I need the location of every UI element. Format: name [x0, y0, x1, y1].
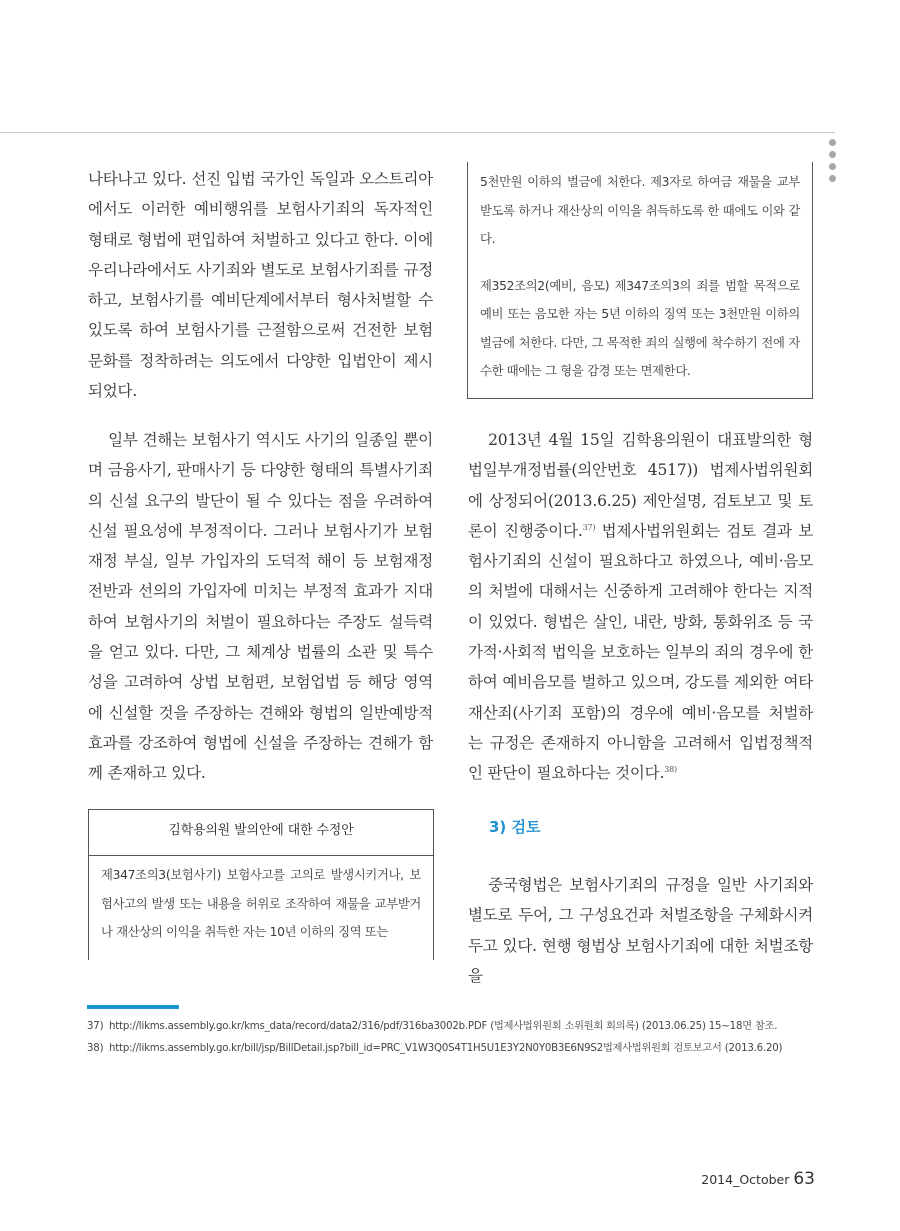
amendment-box-text: 제347조의3(보험사기) 보험사고를 고의로 발생시키거나, 보험사고의 발생 또는 내용을 허위로 조작하여 재물을 교부받거나 재산상의 이익을 취득한 자는 10년 이하의 징역 또는	[101, 868, 421, 939]
left-column-lower	[88, 425, 433, 789]
footnotes	[87, 1018, 822, 1062]
left-column	[88, 164, 433, 406]
paragraph: 2013년 4월 15일 김학용의원이 대표발의한 형법일부개정법률(의안번호 4517)) 법제사법위원회에 상정되어(2013.6.25) 제안설명, 검토보고 및 토론이 진행중이다.$^{37)}$ 법제사법위원회는 검토 결과 보험사기죄의 신설이 필요하다고 하였으나, 예비·음모의 처벌에 대해서는 신중하게 고려해야 한다는 지적이 있었다. 형법은 살인, 내란, 방화, 통화위조 등 국가적·사회적 법익을 보호하는 일부의 죄의 경우에 한하여 예비음모를 벌하고 있으며, 강도를 제외한 여타 재산죄(사기죄 포함)의 경우에 예비·음모를 처벌하는 규정은 존재하지 아니함을 고려해서 입법정책적인 판단이 필요하다는 것이다.$^{38)}$	[468, 431, 813, 783]
footnote-text[interactable]: http://likms.assembly.go.kr/bill/jsp/BillDetail.jsp?bill_id=PRC_V1W3Q0S4T1H5U1E3Y2N0Y0B3E6N9S2법제사법위원회 검토보고서 (2013.6.20)	[109, 1043, 783, 1054]
amendment-box-continued	[467, 162, 813, 399]
section-heading: 3) 검토	[489, 818, 541, 836]
footnote-text[interactable]: http://likms.assembly.go.kr/kms_data/record/data2/316/pdf/316ba3002b.PDF (법제사법위원회 소위원회 회의록) (2013.06.25) 15~18면 참조.	[109, 1021, 778, 1032]
amendment-box	[88, 809, 434, 960]
footnote-number: 38)	[87, 1043, 104, 1054]
right-column-lower	[468, 870, 813, 991]
right-column	[468, 425, 813, 789]
issue-label: 2014_October	[701, 1172, 790, 1187]
paragraph: 중국형법은 보험사기죄의 규정을 일반 사기죄와 별도로 두어, 그 구성요건과 처벌조항을 구체화시켜 두고 있다. 현행 형법상 보험사기죄에 대한 처벌조항을	[468, 876, 813, 985]
paragraph: 일부 견해는 보험사기 역시도 사기의 일종일 뿐이며 금융사기, 판매사기 등 다양한 형태의 특별사기죄의 신설 요구의 발단이 될 수 있다는 점을 우려하여 신설 필요성에 부정적이다. 그러나 보험사기가 보험재정 부실, 일부 가입자의 도덕적 해이 등 보험재정 전반과 선의의 가입자에 미치는 부정적 효과가 지대하여 보험사기의 처벌이 필요하다는 주장도 설득력을 얻고 있다. 다만, 그 체계상 법률의 소관 및 특수성을 고려하여 상법 보험편, 보험업법 등 해당 영역에 신설할 것을 주장하는 견해와 형법의 일반예방적 효과를 강조하여 형법에 신설을 주장하는 견해가 함께 존재하고 있다.	[88, 431, 433, 783]
amendment-box-text: 5천만원 이하의 벌금에 처한다. 제3자로 하여금 재물을 교부받도록 하거나 재산상의 이익을 취득하도록 한 때에도 이와 같다.	[480, 175, 800, 246]
footnote-ref[interactable]: 38)	[664, 765, 677, 775]
paragraph: 나타나고 있다. 선진 입법 국가인 독일과 오스트리아에서도 이러한 예비행위를 보험사기죄의 독자적인 형태로 형법에 편입하여 처벌하고 있다고 한다. 이에 우리나라에서도 사기죄와 별도로 보험사기죄를 규정하고, 보험사기를 예비단계에서부터 형사처벌할 수 있도록 하여 보험사기를 근절함으로써 건전한 보험문화를 정착하려는 의도에서 다양한 입법안이 제시되었다.	[88, 170, 433, 401]
amendment-box-title: 김학용의원 발의안에 대한 수정안	[168, 823, 354, 838]
amendment-box-text: 제352조의2(예비, 음모) 제347조의3의 죄를 범할 목적으로 예비 또는 음모한 자는 5년 이하의 징역 또는 3천만원 이하의 벌금에 처한다. 다만, 그 목적한 죄의 실행에 착수하기 전에 자수한 때에는 그 형을 감경 또는 면제한다.	[480, 278, 800, 378]
decorative-dots-icon	[828, 139, 838, 187]
header-rule	[0, 132, 835, 133]
footnote	[87, 1040, 822, 1058]
page-footer	[701, 1169, 815, 1189]
footnote-ref[interactable]: 37)	[582, 522, 596, 532]
footnote-rule	[87, 1005, 179, 1009]
footnote-number: 37)	[87, 1021, 104, 1032]
footnote	[87, 1018, 822, 1036]
page-number: 63	[793, 1169, 815, 1189]
